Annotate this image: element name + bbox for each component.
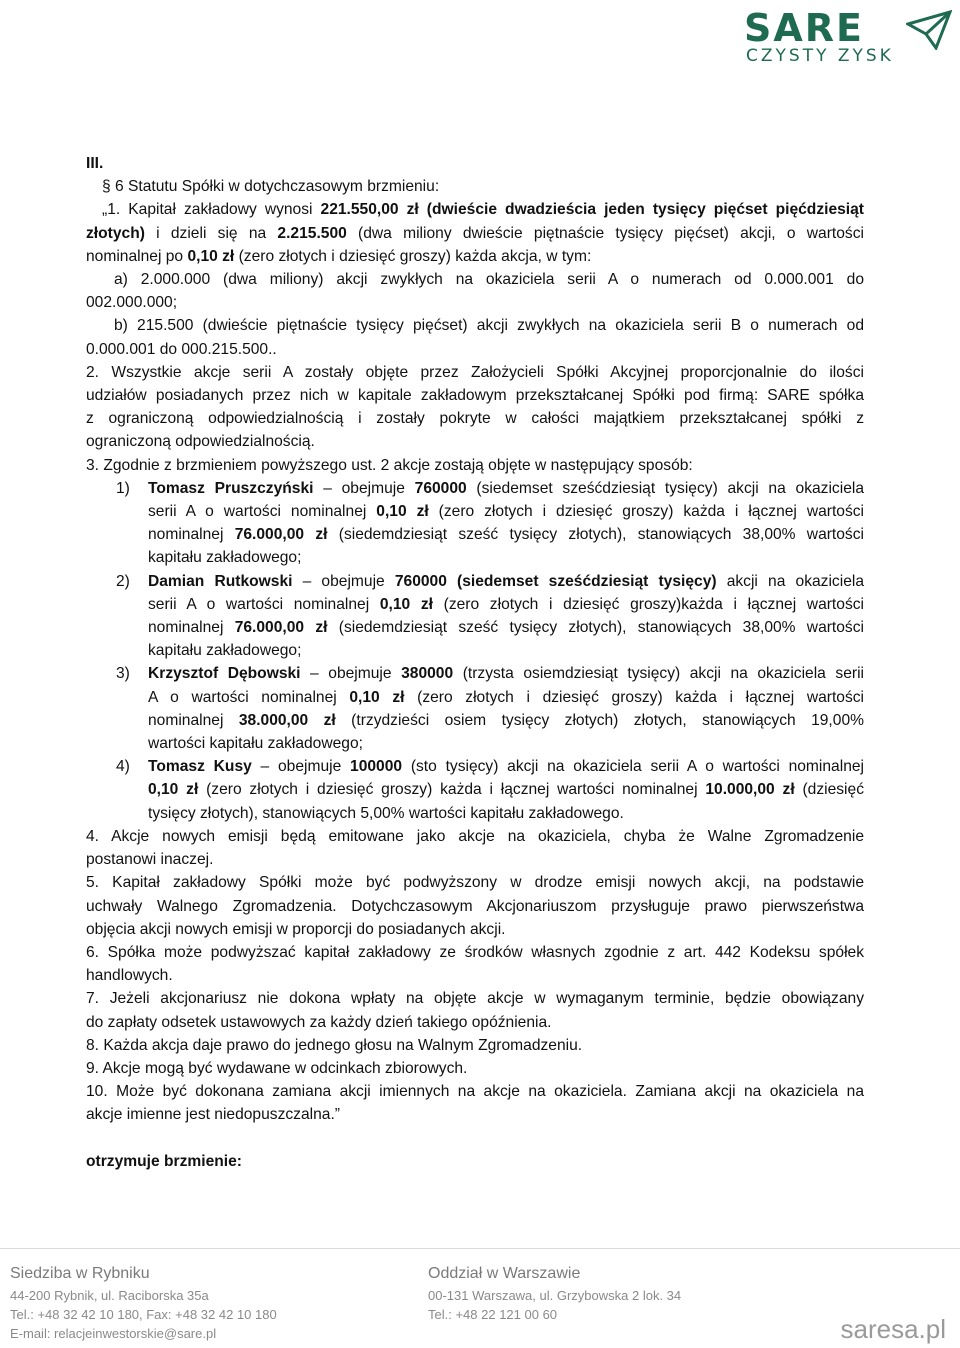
paragraph-title: § 6 Statutu Spółki w dotychczasowym brzmieniu: bbox=[102, 178, 440, 196]
para-2-line-2: udziałów posiadanych przez nich w kapitale zakładowym przekształcanej Spółki pod firmą: SARE spółka bbox=[86, 387, 864, 405]
closing-text: otrzymuje brzmienie: bbox=[86, 1152, 242, 1170]
para-4-line-1: 4. Akcje nowych emisji będą emitowane jako akcje na okaziciela, chyba że Walne Zgromadzenie bbox=[86, 827, 864, 845]
para-8: 8. Każda akcja daje prawo do jednego głosu na Walnym Zgromadzeniu. bbox=[86, 1036, 583, 1054]
list-item: 3) Krzysztof Dębowski – obejmuje 380000 (trzysta osiemdziesiąt tysięcy) akcji na okaziciela serii A o wartości nominalnej 0,10 zł (zero złotych i dziesięć groszy) każda i łącznej wartości nominalnej 38.000,00 zł (trzydzieści osiem tysięcy złotych) złotych, stanowiących 19,00% wartości kapitału zakładowego; bbox=[86, 662, 864, 755]
list-item: 1) Tomasz Pruszczyński – obejmuje 760000 (siedemset sześćdziesiąt tysięcy) akcji na okaziciela serii A o wartości nominalnej 0,10 zł (zero złotych i dziesięć groszy) każda i łącznej wartości nominalnej 76.000,00 zł (siedemdziesiąt sześć tysięcy złotych), stanowiących 38,00% wartości kapitału zakładowego; bbox=[86, 477, 864, 570]
capital-paragraph-line-2: złotych) i dzieli się na 2.215.500 (dwa miliony dwieście piętnaście tysięcy pięćset) akcji, o wartości bbox=[86, 224, 864, 242]
sare-logo bbox=[728, 6, 958, 68]
list-item: 2) Damian Rutkowski – obejmuje 760000 (siedemset sześćdziesiąt tysięcy) akcji na okaziciela serii A o wartości nominalnej 0,10 zł (zero złotych i dziesięć groszy)każda i łącznej wartości nominalnej 76.000,00 zł (siedemdziesiąt sześć tysięcy złotych), stanowiących 38,00% wartości kapitału zakładowego; bbox=[86, 570, 864, 663]
para-7-line-1: 7. Jeżeli akcjonariusz nie dokona wpłaty na objęte akcje w wymaganym terminie, będzie obowiązany bbox=[86, 990, 864, 1008]
para-6-line-2: handlowych. bbox=[86, 967, 173, 985]
series-a-line-2: 002.000.000; bbox=[86, 294, 178, 312]
list-item-number: 3) bbox=[116, 665, 130, 683]
footer-hq-phone: Tel.: +48 32 42 10 180, Fax: +48 32 42 10 180 bbox=[10, 1307, 277, 1322]
shareholder-name: Damian Rutkowski bbox=[148, 572, 293, 590]
para-2-line-3: z ograniczoną odpowiedzialnością i zostały pokryte w całości majątkiem przekształcanej spółki z bbox=[86, 410, 864, 428]
series-b-line-1: b) 215.500 (dwieście piętnaście tysięcy pięćset) akcji zwykłych na okaziciela serii B o numerach od bbox=[114, 317, 864, 335]
footer-divider bbox=[0, 1248, 960, 1249]
section-heading: III. bbox=[86, 155, 104, 172]
para-4-line-2: postanowi inaczej. bbox=[86, 851, 214, 869]
para-10-line-1: 10. Może być dokonana zamiana akcji imiennych na akcje na okaziciela. Zamiana akcji na okaziciela na bbox=[86, 1083, 864, 1101]
para-10-line-2: akcje imienne jest niedopuszczalna.” bbox=[86, 1106, 340, 1124]
footer-hq bbox=[10, 1262, 277, 1343]
footer-hq-email: E-mail: relacjeinwestorskie@sare.pl bbox=[10, 1326, 217, 1341]
para-7-line-2: do zapłaty odsetek ustawowych za każdy dzień takiego opóźnienia. bbox=[86, 1013, 552, 1031]
para-2-line-4: ograniczoną odpowiedzialnością. bbox=[86, 433, 315, 451]
logo-tagline: CZYSTY ZYSK bbox=[746, 46, 894, 66]
list-item-number: 2) bbox=[116, 572, 130, 590]
envelope-plane-icon bbox=[906, 10, 952, 50]
shareholder-name: Tomasz Kusy bbox=[148, 758, 252, 776]
series-b-line-2: 0.000.001 do 000.215.500.. bbox=[86, 340, 277, 358]
website-link[interactable]: saresa.pl bbox=[840, 1314, 946, 1344]
para-9: 9. Akcje mogą być wydawane w odcinkach zbiorowych. bbox=[86, 1059, 468, 1077]
capital-paragraph-line-1: „1. Kapitał zakładowy wynosi 221.550,00 zł (dwieście dwadzieścia jeden tysięcy pięćset pięćdziesiąt bbox=[102, 201, 864, 219]
series-a-line-1: a) 2.000.000 (dwa miliony) akcji zwykłych na okaziciela serii A o numerach od 0.000.001 do bbox=[114, 271, 864, 289]
footer-branch bbox=[428, 1262, 681, 1324]
footer-branch-phone: Tel.: +48 22 121 00 60 bbox=[428, 1307, 558, 1322]
footer-branch-title: Oddział w Warszawie bbox=[428, 1265, 581, 1282]
shareholder-name: Tomasz Pruszczyński bbox=[148, 479, 314, 497]
para-3: 3. Zgodnie z brzmieniem powyższego ust. 2 akcje zostają objęte w następujący sposób: bbox=[86, 456, 693, 474]
document-body bbox=[86, 152, 864, 1173]
para-6-line-1: 6. Spółka może podwyższać kapitał zakładowy ze środków własnych zgodnie z art. 442 Kodeksu spółek bbox=[86, 943, 864, 961]
para-2-line-1: 2. Wszystkie akcje serii A zostały objęte przez Założycieli Spółki Akcyjnej proporcjonalnie do ilości bbox=[86, 363, 864, 381]
logo-brand: SARE bbox=[744, 6, 864, 50]
capital-paragraph-line-3: nominalnej po 0,10 zł (zero złotych i dziesięć groszy) każda akcja, w tym: bbox=[86, 247, 592, 265]
footer-hq-title: Siedziba w Rybniku bbox=[10, 1265, 150, 1282]
para-5-line-1: 5. Kapitał zakładowy Spółki może być podwyższony w drodze emisji nowych akcji, na podstawie bbox=[86, 874, 864, 892]
list-item-number: 4) bbox=[116, 758, 130, 776]
list-item: 4) Tomasz Kusy – obejmuje 100000 (sto tysięcy) akcji na okaziciela serii A o wartości nominalnej 0,10 zł (zero złotych i dziesięć groszy) każda i łącznej wartości nominalnej 10.000,00 zł (dziesięć tysięcy złotych), stanowiących 5,00% wartości kapitału zakładowego. bbox=[86, 755, 864, 825]
para-5-line-3: objęcia akcji nowych emisji w proporcji do posiadanych akcji. bbox=[86, 920, 506, 938]
footer-hq-address: 44-200 Rybnik, ul. Raciborska 35a bbox=[10, 1288, 209, 1303]
para-5-line-2: uchwały Walnego Zgromadzenia. Dotychczasowym Akcjonariuszom przysługuje prawo pierwszeństwa bbox=[86, 897, 864, 915]
footer-branch-address: 00-131 Warszawa, ul. Grzybowska 2 lok. 34 bbox=[428, 1288, 682, 1303]
list-item-number: 1) bbox=[116, 479, 130, 497]
shareholder-name: Krzysztof Dębowski bbox=[148, 665, 301, 683]
